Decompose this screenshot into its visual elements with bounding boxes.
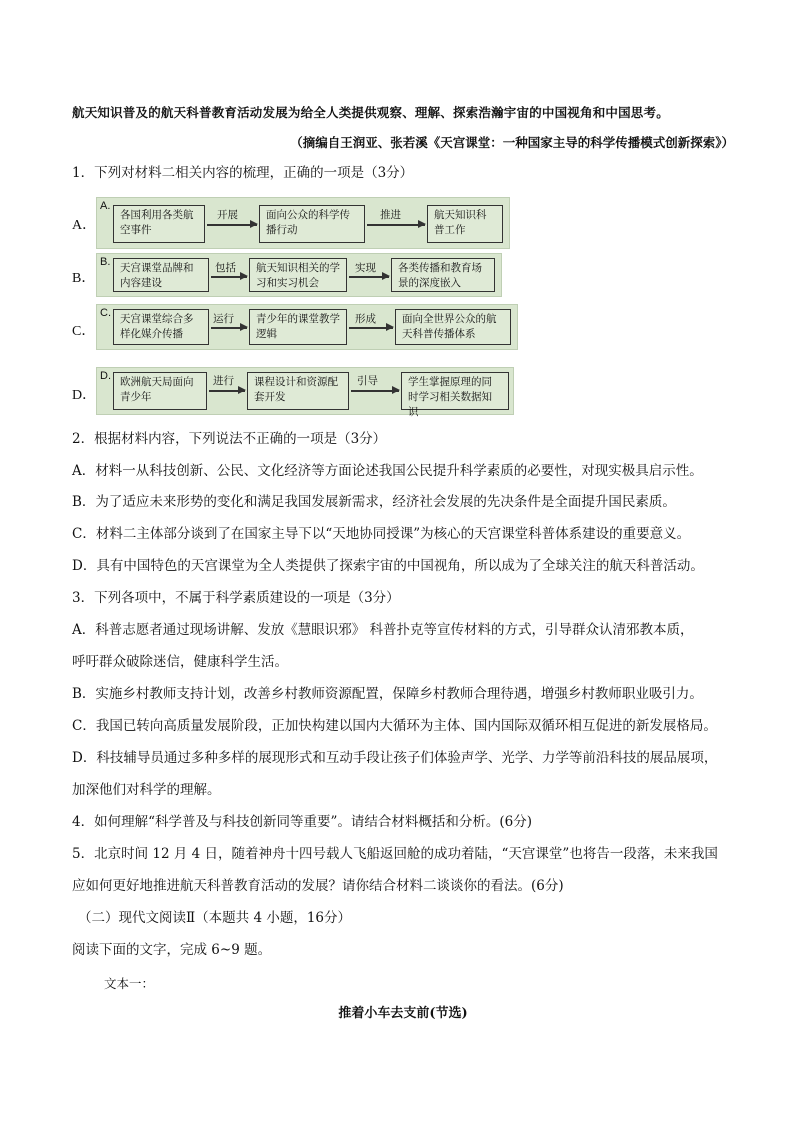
question-2-stem: 2．根据材料内容，下列说法不正确的一项是（3分） <box>72 431 387 447</box>
flow-box: 天宫课堂品牌和内容建设 <box>113 258 209 292</box>
question-3-option-a-cont: 呼吁群众破除迷信，健康科学生活。 <box>72 654 288 670</box>
flow-arrow <box>207 224 257 226</box>
option-a-letter: A. <box>100 200 111 212</box>
question-2-option-c: C．材料二主体部分谈到了在国家主导下以“天地协同授课”为核心的天宫课堂科普体系建设的重要意义。 <box>72 526 691 542</box>
option-c-letter: C. <box>100 307 111 319</box>
option-b-label: B． <box>72 271 96 286</box>
flow-arrow <box>209 390 245 392</box>
flow-box: 青少年的课堂教学逻辑 <box>249 309 347 345</box>
option-b-flowchart <box>96 253 502 297</box>
flow-arrow-label: 运行 <box>213 313 234 325</box>
source-citation: （摘编自王润亚、张若溪《天宫课堂：一种国家主导的科学传播模式创新探索》） <box>290 135 734 150</box>
question-1-stem: 1．下列对材料二相关内容的梳理，正确的一项是（3分） <box>72 165 414 181</box>
flow-arrow <box>349 327 393 329</box>
flow-arrow-label: 包括 <box>215 262 236 274</box>
flow-arrow-label: 开展 <box>217 209 238 221</box>
question-3-option-b: B．实施乡村教师支持计划，改善乡村教师资源配置，保障乡村教师合理待遇，增强乡村教师职业吸引力。 <box>72 686 703 702</box>
flow-box: 各类传播和教育场景的深度嵌入 <box>391 258 495 292</box>
flow-arrow <box>211 276 247 278</box>
flow-box: 面向公众的科学传播行动 <box>259 205 365 243</box>
intro-line: 航天知识普及的航天科普教育活动发展为给全人类提供观察、理解、探索浩瀚宇宙的中国视角和中国思考。 <box>72 105 669 120</box>
flow-box: 欧洲航天局面向青少年 <box>113 372 207 410</box>
flow-arrow-label: 引导 <box>357 375 378 387</box>
option-c-label: C． <box>72 324 96 339</box>
flow-box: 学生掌握原理的同时学习相关数据知识 <box>401 372 509 410</box>
flow-arrow-label: 形成 <box>355 313 376 325</box>
reading-instruction: 阅读下面的文字，完成 6~9 题。 <box>72 942 272 958</box>
flow-arrow <box>211 327 247 329</box>
flow-box: 面向全世界公众的航天科普传播体系 <box>395 309 511 345</box>
question-2-option-d: D．具有中国特色的天宫课堂为全人类提供了探索宇宙的中国视角，所以成为了全球关注的航天科普活动。 <box>72 558 704 574</box>
question-2-option-a: A．材料一从科技创新、公民、文化经济等方面论述我国公民提升科学素质的必要性，对现实极具启示性。 <box>72 463 703 479</box>
question-3-option-d: D．科技辅导员通过多种多样的展现形式和互动手段让孩子们体验声学、光学、力学等前沿科技的展品展项， <box>72 750 718 766</box>
flow-arrow-label: 实现 <box>355 262 376 274</box>
question-3-stem: 3．下列各项中，不属于科学素质建设的一项是（3分） <box>72 590 400 606</box>
flow-arrow-label: 推进 <box>380 209 401 221</box>
question-3-option-c: C．我国已转向高质量发展阶段，正加快构建以国内大循环为主体、国内国际双循环相互促进的新发展格局。 <box>72 718 717 734</box>
question-2-option-b: B．为了适应未来形势的变化和满足我国发展新需求，经济社会发展的先决条件是全面提升国民素质。 <box>72 494 676 510</box>
section-heading: （二）现代文阅读Ⅱ（本题共 4 小题，16分） <box>78 910 352 926</box>
option-a-flowchart <box>96 197 510 249</box>
flow-box: 各国利用各类航空事件 <box>113 205 205 243</box>
flow-box: 课程设计和资源配套开发 <box>247 372 349 410</box>
flow-arrow <box>367 224 425 226</box>
flow-box: 航天知识相关的学习和实习机会 <box>249 258 347 292</box>
question-3-option-d-cont: 加深他们对科学的理解。 <box>72 782 221 798</box>
option-a-label: A． <box>72 218 97 233</box>
flow-arrow <box>351 390 399 392</box>
flow-arrow-label: 进行 <box>213 375 234 387</box>
option-c-flowchart <box>96 304 518 350</box>
question-4-stem: 4．如何理解“科学普及与科技创新同等重要”。请结合材料概括和分析。(6分) <box>72 814 533 830</box>
text-label: 文本一： <box>104 976 155 991</box>
flow-box: 天宫课堂综合多样化媒介传播 <box>113 309 209 345</box>
question-5-stem: 5．北京时间 12 月 4 日，随着神舟十四号载人飞船返回舱的成功着陆，“天宫课堂”也将告一段落，未来我国 <box>72 846 718 862</box>
option-b-letter: B. <box>100 256 111 268</box>
question-3-option-a: A．科普志愿者通过现场讲解、发放《慧眼识邪》 科普扑克等宣传材料的方式，引导群众认清邪教本质， <box>72 622 694 638</box>
question-5-stem-cont: 应如何更好地推进航天科普教育活动的发展？请你结合材料二谈谈你的看法。(6分) <box>72 878 564 894</box>
option-d-flowchart <box>96 367 514 418</box>
flow-box: 航天知识科普工作 <box>427 205 503 243</box>
article-title: 推着小车去支前(节选) <box>338 1006 468 1021</box>
flow-arrow <box>349 276 389 278</box>
option-d-letter: D. <box>100 370 111 382</box>
option-d-label: D． <box>72 388 97 403</box>
